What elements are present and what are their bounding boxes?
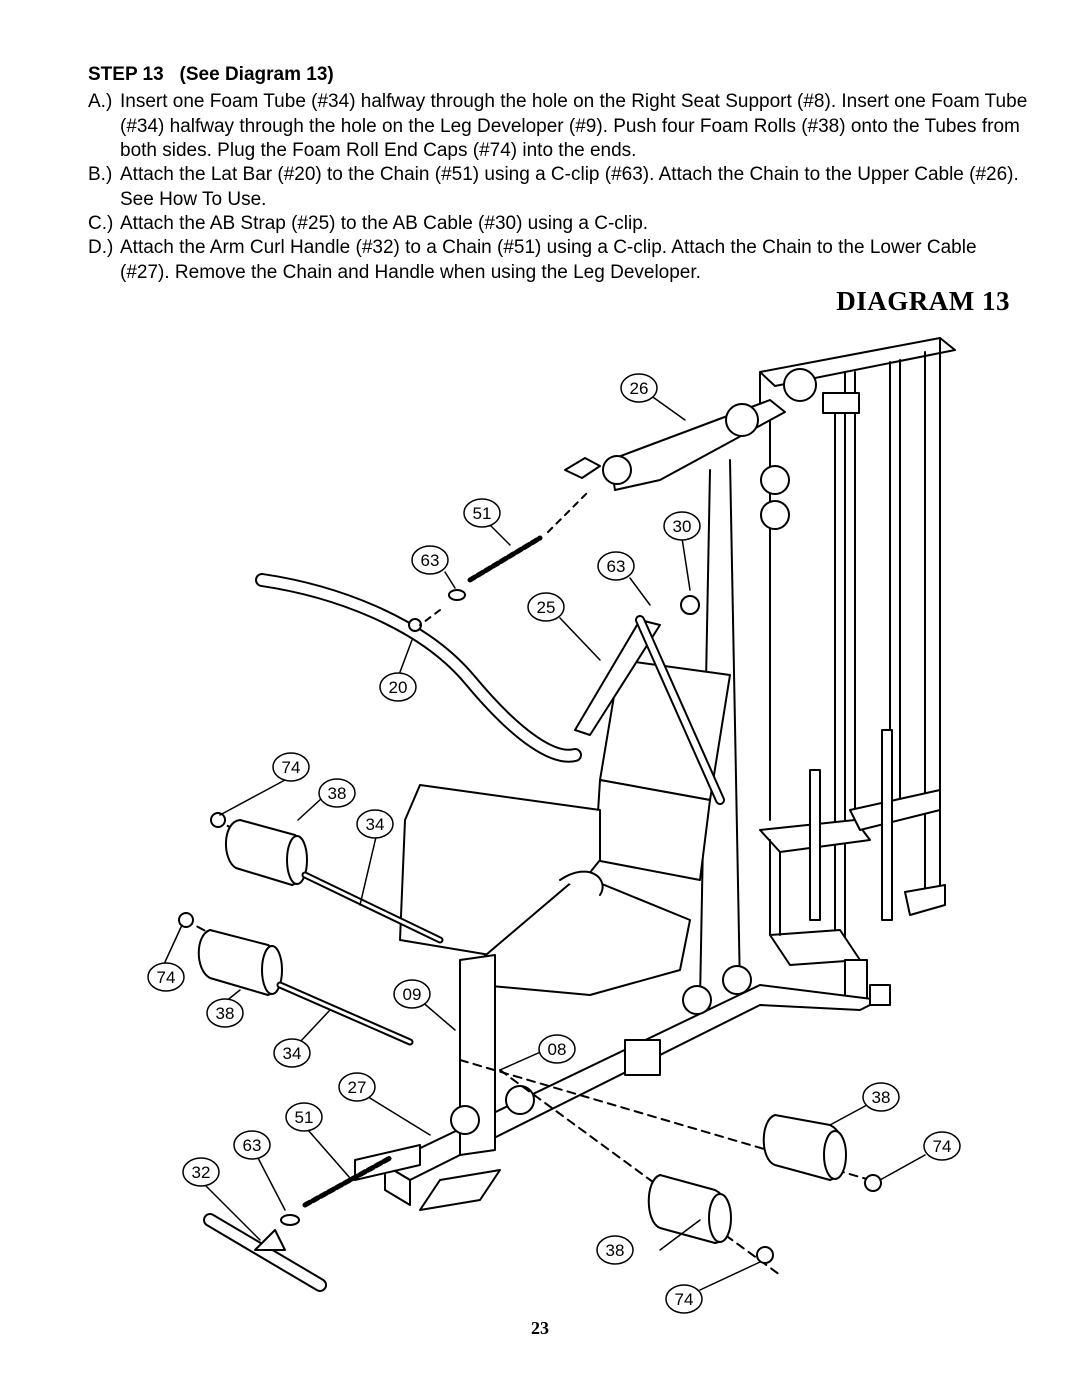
callout-label: 63	[420, 551, 440, 570]
callout-34	[357, 810, 393, 838]
callout-label: 63	[606, 557, 626, 576]
callout-38	[597, 1236, 633, 1264]
callout-label: 38	[327, 784, 347, 803]
callout-label: 51	[472, 504, 492, 523]
callout-label: 38	[605, 1241, 625, 1260]
callout-label: 38	[215, 1004, 235, 1023]
callout-51	[464, 499, 500, 527]
callout-30	[664, 512, 700, 540]
callout-label: 20	[388, 678, 408, 697]
callout-25	[528, 593, 564, 621]
callout-label: 25	[536, 598, 556, 617]
callout-74	[273, 753, 309, 781]
callout-20	[380, 673, 416, 701]
callout-34	[274, 1039, 310, 1067]
instruction-letter: A.)	[88, 91, 113, 112]
instruction-text: Attach the Lat Bar (#20) to the Chain (#51) using a C-clip (#63). Attach the Chain to the Upper Cable (#26). See How To Use.	[120, 164, 1019, 210]
callout-label: 74	[932, 1137, 952, 1156]
instruction-text: Insert one Foam Tube (#34) halfway through the hole on the Right Seat Support (#8). Insert one Foam Tube (#34) halfway through the hole on the Leg Developer (#9). Push four Foam Rolls (#38) onto the Tubes from both sides. Plug the Foam Roll End Caps (#74) into the ends.	[120, 91, 1028, 161]
callout-27	[339, 1073, 375, 1101]
callout-label: 30	[672, 517, 692, 536]
callout-63	[598, 552, 634, 580]
callout-09	[394, 980, 430, 1008]
instruction-text: Attach the Arm Curl Handle (#32) to a Chain (#51) using a C-clip. Attach the Chain to the Lower Cable (#27). Remove the Chain and Handle when using the Leg Developer.	[120, 237, 977, 283]
diagram-title: DIAGRAM 13	[836, 286, 1010, 316]
callout-38	[863, 1083, 899, 1111]
callout-38	[319, 779, 355, 807]
instruction-letter: B.)	[88, 164, 113, 185]
callout-63	[234, 1131, 270, 1159]
upper-arm	[565, 369, 816, 614]
step-heading: STEP 13 (See Diagram 13)	[88, 64, 334, 85]
callout-label: 63	[242, 1136, 262, 1155]
callout-63	[412, 546, 448, 574]
callout-label: 26	[629, 379, 649, 398]
callout-74	[148, 963, 184, 991]
callout-label: 74	[156, 968, 176, 987]
instruction-text: Attach the AB Strap (#25) to the AB Cable (#30) using a C-clip.	[120, 213, 649, 234]
callout-label: 34	[365, 815, 385, 834]
callout-32	[183, 1158, 219, 1186]
callout-label: 32	[191, 1163, 211, 1182]
callout-label: 27	[347, 1078, 367, 1097]
page-number: 23	[531, 1318, 549, 1338]
callout-74	[924, 1132, 960, 1160]
callout-label: 74	[674, 1290, 694, 1309]
instruction-letter: D.)	[88, 237, 114, 258]
callout-label: 38	[871, 1088, 891, 1107]
callout-label: 34	[282, 1044, 302, 1063]
callout-label: 51	[294, 1108, 314, 1127]
callout-label: 74	[281, 758, 301, 777]
callout-label: 09	[402, 985, 422, 1004]
callout-38	[207, 999, 243, 1027]
callout-51	[286, 1103, 322, 1131]
callout-08	[539, 1035, 575, 1063]
instruction-letter: C.)	[88, 213, 114, 234]
callout-74	[666, 1285, 702, 1313]
callout-26	[621, 374, 657, 402]
callout-label: 08	[547, 1040, 567, 1059]
